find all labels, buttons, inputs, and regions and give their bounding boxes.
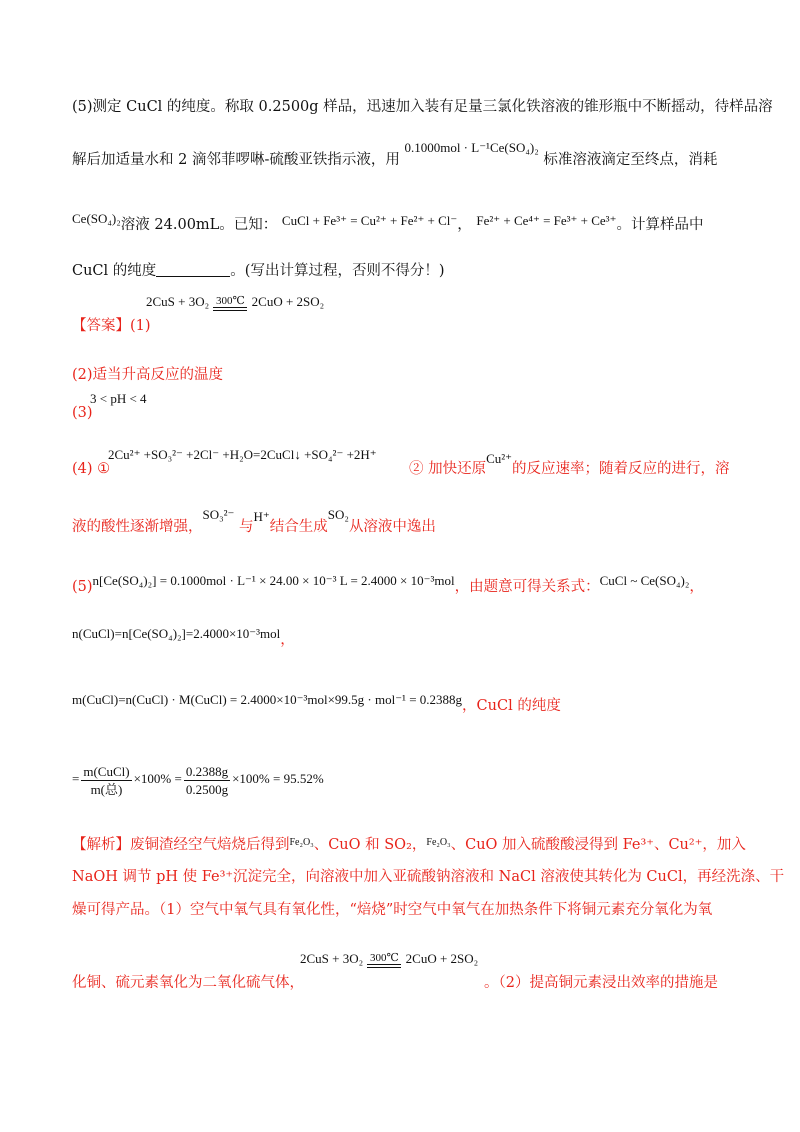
reaction-equation-2: Fe²⁺ + Ce⁴⁺ = Fe³⁺ + Ce³⁺ [476,213,617,228]
question-text: 解后加适量水和 2 滴邻菲啰啉-硫酸亚铁指示液，用 [72,152,400,168]
answer-blank [156,262,230,277]
reaction-equation-1: CuCl + Fe³⁺ = Cu²⁺ + Fe²⁺ + Cl⁻ [281,213,458,228]
ce-so4-moles: n[Ce(SO₄)₂] = 0.1000mol · L⁻¹ × 24.00 × 10⁻³ L = 2.4000 × 10⁻³mol [92,573,455,588]
question-5-line-1 [72,98,773,116]
answer-1-equation: 2CuS + 3O₂ 300℃ 2CuO + 2SO₂ [146,294,325,309]
analysis-line-4-end: 。（2）提高铜元素浸出效率的措施是 [484,975,718,991]
answer-5-line-2: n(CuCl)=n[Ce(SO₄)₂]=2.4000×10⁻³mol， [72,626,295,648]
question-text: 。计算样品中 [616,217,704,233]
cucl-mass: m(CuCl)=n(CuCl) · M(CuCl) = 2.4000×10⁻³mol×99.5g · mol⁻¹ = 0.2388g [72,692,463,707]
question-text: 标准溶液滴定至终点，消耗 [543,152,718,168]
ce-so4-concentration: 0.1000mol · L⁻¹Ce(SO₄)₂ [404,140,539,155]
answer-4-equation: 2Cu²⁺ +SO₃²⁻ +2Cl⁻ +H₂O=2CuCl↓ +SO₄²⁻ +2H⁺ [108,447,377,462]
answer-5-line-3: m(CuCl)=n(CuCl) · M(CuCl) = 2.4000×10⁻³mol×99.5g · mol⁻¹ = 0.2388g，CuCl 的纯度 [72,692,561,714]
fraction-values: $\frac{0.2388g}{0.2500g}$ [185,763,229,797]
question-5-line-2 [72,140,718,169]
analysis-line-4: 化铜、硫元素氧化为二氧化硫气体， [72,975,304,991]
reaction-condition: 300℃ [367,953,401,968]
analysis-equation: 2CuS + 3O₂ 300℃ 2CuO + 2SO₂ [300,951,479,966]
analysis-tag: 【解析】 [72,837,130,853]
question-note: 。(写出计算过程，否则不得分！) [230,263,445,279]
fraction-mass-ratio: $\frac{\text{m(CuCl)}}{\text{m(总)}}$ [83,763,130,797]
answer-tag: 【答案】 [72,318,130,334]
question-text: (5)测定 CuCl 的纯度。称取 0.2500g 样品，迅速加入装有足量三氯化铁溶液的锥形瓶中不断摇动，待样品溶 [72,99,773,115]
answer-2: (2)适当升高反应的温度 [72,367,224,383]
ce-so4-formula: Ce(SO₄)₂ [72,211,121,226]
hydrogen-ion: H⁺ [253,509,270,524]
answer-4: (4) ① [72,461,111,477]
answer-3-equation: 3 < pH < 4 [90,391,147,406]
answer-5-purity: = $\frac{\text{m(CuCl)}}{\text{m(总)}}$ ×100% = $\frac{0.2388g}{0.2500g}$ ×100% = 95.52% [72,763,324,797]
answer-3: (3) [72,405,93,421]
question-text: 溶液 24.00mL。已知： [120,217,278,233]
cucl-moles: n(CuCl)=n[Ce(SO₄)₂]=2.4000×10⁻³mol [72,626,281,641]
analysis-line-3: 燥可得产品。（1）空气中氧气具有氧化性，“焙烧”时空气中氧气在加热条件下将铜元素充分氧化为氧 [72,902,713,918]
question-text: CuCl 的纯度 [72,263,157,279]
question-5-line-4 [72,262,445,280]
question-5-line-3: Ce(SO₄)₂溶液 24.00mL。已知： CuCl + Fe³⁺ = Cu²⁺ + Fe²⁺ + Cl⁻， Fe²⁺ + Ce⁴⁺ = Fe³⁺ + Ce³⁺。计算样品中 [72,211,704,233]
cu-ion: Cu²⁺ [486,451,513,466]
analysis-line-2: NaOH 调节 pH 使 Fe³⁺沉淀完全，向溶液中加入亚硫酸钠溶液和 NaCl 溶液使其转化为 CuCl，再经洗涤、干 [72,869,785,885]
sulfite-ion: SO₃²⁻ [202,507,235,522]
purity-result: ×100% = 95.52% [232,771,324,786]
stoichiometric-relation: CuCl ~ Ce(SO₄)₂ [599,573,690,588]
answer-1: 【答案】(1) [72,318,151,334]
analysis-line-1: 【解析】废铜渣经空气焙烧后得到$^{Fe_2O_3}$、CuO 和 SO₂，$^{Fe_2O_3}$、CuO 加入硫酸酸浸得到 Fe³⁺、Cu²⁺，加入 [72,837,746,853]
answer-4-line-2: 液的酸性逐渐增强，SO₃²⁻ 与H⁺结合生成SO₂从溶液中逸出 [72,507,436,535]
reaction-condition: 300℃ [213,296,247,311]
so2-formula: SO₂ [327,507,349,522]
answer-5-line-1: (5)n[Ce(SO₄)₂] = 0.1000mol · L⁻¹ × 24.00 × 10⁻³ L = 2.4000 × 10⁻³mol，由题意可得关系式：CuCl ~ Ce(SO₄)₂， [72,573,704,595]
answer-4-part-2: ② 加快还原Cu²⁺的反应速率；随着反应的进行，溶 [409,451,730,477]
